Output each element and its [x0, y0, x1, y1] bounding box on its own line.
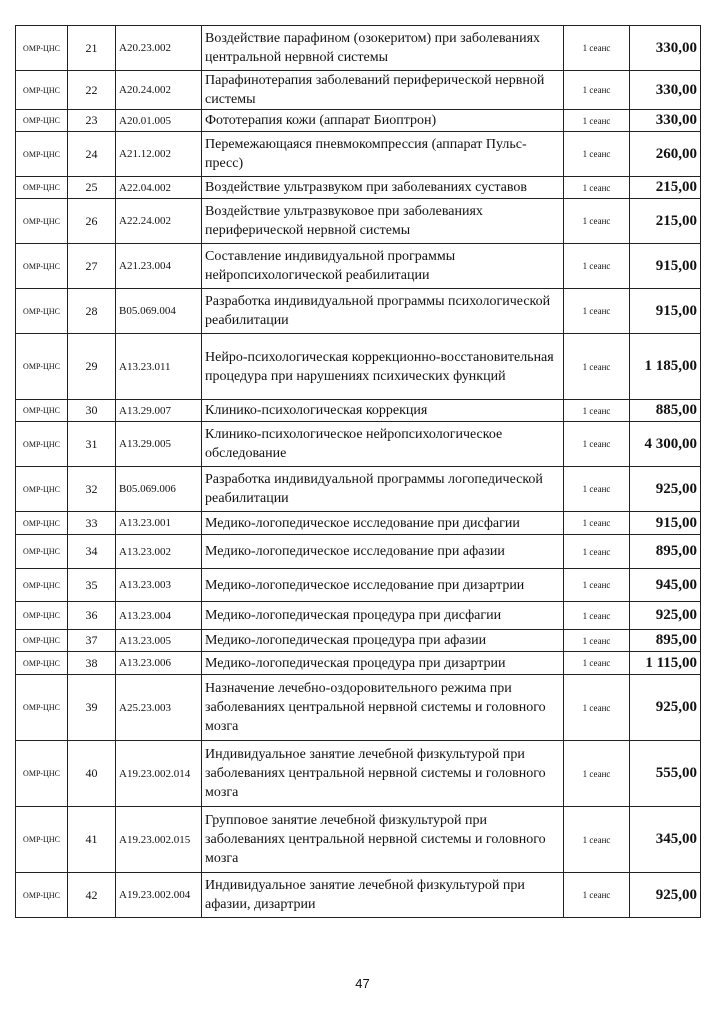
price-cell: 215,00 [630, 177, 701, 199]
table-row [16, 177, 701, 199]
service-name-cell: Групповое занятие лечебной физкультурой при заболеваниях центральной нервной системы и головного мозга [202, 807, 564, 873]
quantity-unit-cell: 1 сеанс [564, 334, 630, 400]
price-cell: 915,00 [630, 512, 701, 535]
unit-cell: ОМР-ЦНС [16, 71, 68, 110]
unit-cell: ОМР-ЦНС [16, 26, 68, 71]
service-name-cell: Медико-логопедическая процедура при дизартрии [202, 652, 564, 675]
unit-cell: ОМР-ЦНС [16, 652, 68, 675]
unit-cell: ОМР-ЦНС [16, 289, 68, 334]
price-table [15, 25, 701, 918]
service-name-cell: Разработка индивидуальной программы психологической реабилитации [202, 289, 564, 334]
quantity-unit-cell: 1 сеанс [564, 110, 630, 132]
service-code-cell: B05.069.006 [116, 467, 202, 512]
price-cell: 915,00 [630, 244, 701, 289]
service-name-cell: Воздействие ультразвуком при заболеваниях суставов [202, 177, 564, 199]
row-number-cell: 33 [68, 512, 116, 535]
row-number-cell: 37 [68, 630, 116, 652]
row-number-cell: 27 [68, 244, 116, 289]
unit-cell: ОМР-ЦНС [16, 467, 68, 512]
row-number-cell: 26 [68, 199, 116, 244]
table-row [16, 512, 701, 535]
price-cell: 925,00 [630, 873, 701, 918]
page-number: 47 [355, 976, 370, 991]
price-cell: 925,00 [630, 675, 701, 741]
unit-cell: ОМР-ЦНС [16, 873, 68, 918]
price-cell: 260,00 [630, 132, 701, 177]
quantity-unit-cell: 1 сеанс [564, 630, 630, 652]
service-code-cell: A13.23.011 [116, 334, 202, 400]
quantity-unit-cell: 1 сеанс [564, 26, 630, 71]
unit-cell: ОМР-ЦНС [16, 675, 68, 741]
quantity-unit-cell: 1 сеанс [564, 512, 630, 535]
unit-cell: ОМР-ЦНС [16, 334, 68, 400]
price-cell: 330,00 [630, 26, 701, 71]
row-number-cell: 23 [68, 110, 116, 132]
unit-cell: ОМР-ЦНС [16, 741, 68, 807]
service-name-cell: Медико-логопедическая процедура при дисфагии [202, 602, 564, 630]
service-name-cell: Медико-логопедическое исследование при дизартрии [202, 569, 564, 602]
service-code-cell: A13.23.002 [116, 535, 202, 569]
row-number-cell: 25 [68, 177, 116, 199]
service-name-cell: Индивидуальное занятие лечебной физкультурой при заболеваниях центральной нервной системы и головного мозга [202, 741, 564, 807]
service-code-cell: A19.23.002.015 [116, 807, 202, 873]
service-code-cell: A19.23.002.004 [116, 873, 202, 918]
table-row [16, 873, 701, 918]
service-code-cell: A13.23.006 [116, 652, 202, 675]
row-number-cell: 30 [68, 400, 116, 422]
quantity-unit-cell: 1 сеанс [564, 873, 630, 918]
row-number-cell: 29 [68, 334, 116, 400]
service-code-cell: A25.23.003 [116, 675, 202, 741]
row-number-cell: 24 [68, 132, 116, 177]
service-code-cell: A20.24.002 [116, 71, 202, 110]
unit-cell: ОМР-ЦНС [16, 807, 68, 873]
table-row [16, 630, 701, 652]
quantity-unit-cell: 1 сеанс [564, 467, 630, 512]
service-code-cell: A20.01.005 [116, 110, 202, 132]
unit-cell: ОМР-ЦНС [16, 512, 68, 535]
table-row [16, 807, 701, 873]
price-cell: 1 115,00 [630, 652, 701, 675]
unit-cell: ОМР-ЦНС [16, 244, 68, 289]
service-code-cell: A13.23.004 [116, 602, 202, 630]
row-number-cell: 34 [68, 535, 116, 569]
table-row [16, 71, 701, 110]
quantity-unit-cell: 1 сеанс [564, 535, 630, 569]
quantity-unit-cell: 1 сеанс [564, 177, 630, 199]
quantity-unit-cell: 1 сеанс [564, 807, 630, 873]
price-cell: 915,00 [630, 289, 701, 334]
service-code-cell: A21.23.004 [116, 244, 202, 289]
table-row [16, 535, 701, 569]
price-cell: 555,00 [630, 741, 701, 807]
price-cell: 885,00 [630, 400, 701, 422]
row-number-cell: 38 [68, 652, 116, 675]
service-name-cell: Медико-логопедическая процедура при афазии [202, 630, 564, 652]
table-row [16, 741, 701, 807]
table-row [16, 675, 701, 741]
service-code-cell: A13.23.001 [116, 512, 202, 535]
service-code-cell: A13.29.007 [116, 400, 202, 422]
table-row [16, 602, 701, 630]
unit-cell: ОМР-ЦНС [16, 177, 68, 199]
row-number-cell: 22 [68, 71, 116, 110]
service-code-cell: B05.069.004 [116, 289, 202, 334]
unit-cell: ОМР-ЦНС [16, 132, 68, 177]
row-number-cell: 35 [68, 569, 116, 602]
row-number-cell: 41 [68, 807, 116, 873]
table-row [16, 400, 701, 422]
quantity-unit-cell: 1 сеанс [564, 602, 630, 630]
service-name-cell: Разработка индивидуальной программы логопедической реабилитации [202, 467, 564, 512]
price-cell: 925,00 [630, 467, 701, 512]
quantity-unit-cell: 1 сеанс [564, 71, 630, 110]
table-row [16, 110, 701, 132]
unit-cell: ОМР-ЦНС [16, 630, 68, 652]
service-name-cell: Фототерапия кожи (аппарат Биоптрон) [202, 110, 564, 132]
table-row [16, 569, 701, 602]
price-cell: 215,00 [630, 199, 701, 244]
service-name-cell: Воздействие ультразвуковое при заболеваниях периферической нервной системы [202, 199, 564, 244]
service-code-cell: A20.23.002 [116, 26, 202, 71]
service-name-cell: Воздействие парафином (озокеритом) при заболеваниях центральной нервной системы [202, 26, 564, 71]
service-code-cell: A22.04.002 [116, 177, 202, 199]
quantity-unit-cell: 1 сеанс [564, 244, 630, 289]
price-cell: 345,00 [630, 807, 701, 873]
service-name-cell: Медико-логопедическое исследование при дисфагии [202, 512, 564, 535]
service-name-cell: Парафинотерапия заболеваний периферической нервной системы [202, 71, 564, 110]
quantity-unit-cell: 1 сеанс [564, 400, 630, 422]
quantity-unit-cell: 1 сеанс [564, 199, 630, 244]
price-cell: 1 185,00 [630, 334, 701, 400]
row-number-cell: 32 [68, 467, 116, 512]
quantity-unit-cell: 1 сеанс [564, 741, 630, 807]
row-number-cell: 28 [68, 289, 116, 334]
quantity-unit-cell: 1 сеанс [564, 652, 630, 675]
row-number-cell: 36 [68, 602, 116, 630]
row-number-cell: 40 [68, 741, 116, 807]
service-name-cell: Медико-логопедическое исследование при афазии [202, 535, 564, 569]
unit-cell: ОМР-ЦНС [16, 535, 68, 569]
table-row [16, 652, 701, 675]
price-cell: 925,00 [630, 602, 701, 630]
unit-cell: ОМР-ЦНС [16, 400, 68, 422]
service-code-cell: A22.24.002 [116, 199, 202, 244]
service-code-cell: A13.29.005 [116, 422, 202, 467]
unit-cell: ОМР-ЦНС [16, 569, 68, 602]
price-table-body [16, 26, 701, 918]
service-code-cell: A19.23.002.014 [116, 741, 202, 807]
unit-cell: ОМР-ЦНС [16, 422, 68, 467]
price-cell: 895,00 [630, 535, 701, 569]
service-code-cell: A13.23.005 [116, 630, 202, 652]
table-row [16, 199, 701, 244]
row-number-cell: 31 [68, 422, 116, 467]
quantity-unit-cell: 1 сеанс [564, 422, 630, 467]
unit-cell: ОМР-ЦНС [16, 602, 68, 630]
quantity-unit-cell: 1 сеанс [564, 289, 630, 334]
service-name-cell: Клинико-психологическое нейропсихологическое обследование [202, 422, 564, 467]
unit-cell: ОМР-ЦНС [16, 110, 68, 132]
price-cell: 895,00 [630, 630, 701, 652]
service-code-cell: A21.12.002 [116, 132, 202, 177]
price-cell: 4 300,00 [630, 422, 701, 467]
quantity-unit-cell: 1 сеанс [564, 132, 630, 177]
unit-cell: ОМР-ЦНС [16, 199, 68, 244]
table-row [16, 26, 701, 71]
price-cell: 330,00 [630, 110, 701, 132]
price-cell: 330,00 [630, 71, 701, 110]
quantity-unit-cell: 1 сеанс [564, 675, 630, 741]
table-row [16, 334, 701, 400]
service-name-cell: Перемежающаяся пневмокомпрессия (аппарат Пульс-пресс) [202, 132, 564, 177]
table-row [16, 244, 701, 289]
table-row [16, 289, 701, 334]
service-name-cell: Индивидуальное занятие лечебной физкультурой при афазии, дизартрии [202, 873, 564, 918]
service-name-cell: Клинико-психологическая коррекция [202, 400, 564, 422]
row-number-cell: 39 [68, 675, 116, 741]
table-row [16, 422, 701, 467]
quantity-unit-cell: 1 сеанс [564, 569, 630, 602]
service-code-cell: A13.23.003 [116, 569, 202, 602]
table-row [16, 467, 701, 512]
table-row [16, 132, 701, 177]
row-number-cell: 21 [68, 26, 116, 71]
service-name-cell: Назначение лечебно-оздоровительного режима при заболеваниях центральной нервной системы и головного мозга [202, 675, 564, 741]
service-name-cell: Составление индивидуальной программы нейропсихологической реабилитации [202, 244, 564, 289]
price-cell: 945,00 [630, 569, 701, 602]
row-number-cell: 42 [68, 873, 116, 918]
service-name-cell: Нейро-психологическая коррекционно-восстановительная процедура при нарушениях психических функций [202, 334, 564, 400]
